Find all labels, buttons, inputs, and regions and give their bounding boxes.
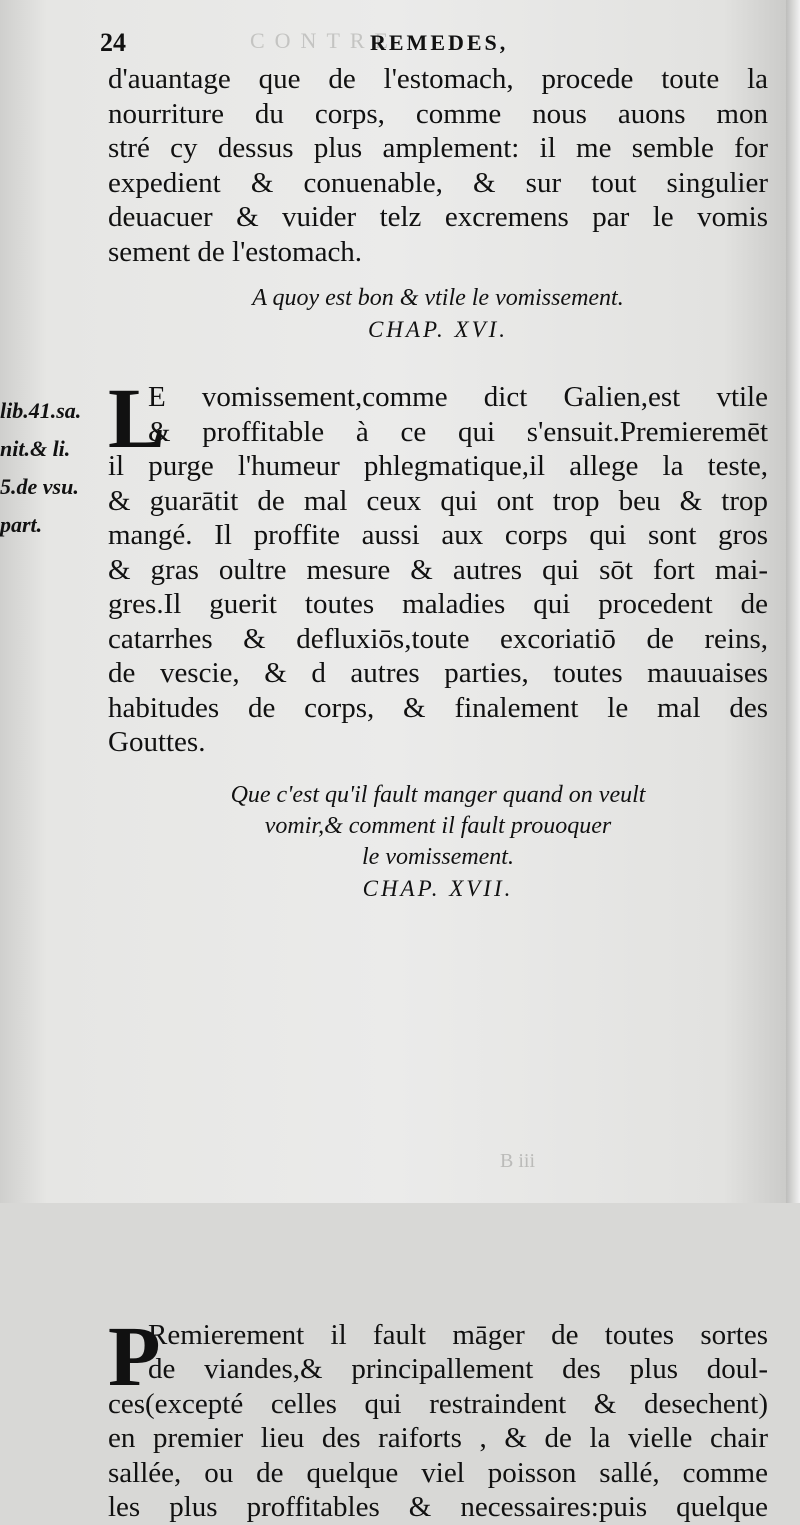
margin-note-line: part. — [0, 512, 43, 537]
chapter-number: CHAP. XVI. — [367, 317, 509, 342]
text-line: d'auantage que de l'estomach, procede toute la — [108, 63, 768, 95]
text-line: ces(excepté celles qui restraindent & desechent) — [108, 1387, 768, 1420]
drop-cap: P — [108, 1307, 161, 1404]
text-line: & proffitable à ce qui s'ensuit.Premieremēt — [148, 415, 768, 448]
margin-note — [0, 392, 96, 544]
chapter-17-body — [108, 1307, 768, 1525]
text-line: & guarātit de mal ceux qui ont trop beu & trop — [108, 484, 768, 517]
text-line: stré cy dessus plus amplement: il me semble for — [108, 132, 768, 164]
text-line: de viandes,& principallement des plus doul- — [148, 1353, 768, 1385]
text-line: gres.Il guerit toutes maladies qui procedent de — [108, 588, 768, 620]
text-line: en premier lieu des raiforts , & de la vielle chair — [108, 1422, 768, 1454]
chapter-title-line: le vomissement. — [362, 844, 514, 870]
text-line: les plus proffitables & necessaires:puis quelque — [108, 1491, 768, 1523]
intro-paragraph — [108, 62, 768, 269]
chapter-title-line: Que c'est qu'il fault manger quand on veult — [230, 782, 646, 808]
text-line: de vescie, & d autres parties, toutes mauuaises — [108, 657, 768, 689]
text-line: deuacuer & vuider telz excremens par le vomis — [108, 201, 768, 233]
chapter-16-body — [108, 370, 768, 760]
folio-number: 24 — [100, 28, 126, 57]
text-line: nourriture du corps, comme nous auons mon — [108, 97, 768, 130]
show-through-text: CONTRE — [250, 28, 398, 53]
chapter-title-line: vomir,& comment il fault prouoquer — [264, 813, 612, 839]
chapter-number: CHAP. XVII. — [362, 876, 514, 901]
text-line: expedient & conuenable, & sur tout singulier — [108, 166, 768, 199]
page-header — [100, 28, 750, 60]
text-line: il purge l'humeur phlegmatique,il allege la teste, — [108, 450, 768, 482]
chapter-title: A quoy est bon & vtile le vomissement. — [252, 285, 624, 311]
margin-note-line: nit.& li. — [0, 436, 71, 461]
text-line: & gras oultre mesure & autres qui sōt fort mai- — [108, 553, 768, 586]
text-line: Remierement il fault māger de toutes sortes — [148, 1318, 768, 1351]
text-line: sallée, ou de quelque viel poisson sallé, comme — [108, 1456, 768, 1489]
text-line: sement de l'estomach. — [108, 235, 363, 268]
text-line: habitudes de corps, & finalement le mal des — [108, 691, 768, 724]
margin-note-line: lib.41.sa. — [0, 398, 82, 423]
text-line: mangé. Il proffite aussi aux corps qui sont gros — [108, 519, 768, 551]
page-edge — [786, 0, 800, 1203]
running-title: REMEDES, — [370, 30, 509, 55]
text-line: catarrhes & defluxiōs,toute excoriatiō de reins, — [108, 622, 768, 655]
signature-mark: B iii — [500, 1150, 536, 1172]
text-line: Gouttes. — [108, 726, 206, 758]
chapter-17-heading — [108, 780, 768, 904]
margin-note-line: 5.de vsu. — [0, 474, 79, 499]
drop-cap: L — [108, 370, 166, 466]
text-line: E vomissement,comme dict Galien,est vtile — [148, 381, 768, 413]
chapter-16-heading — [108, 283, 768, 345]
